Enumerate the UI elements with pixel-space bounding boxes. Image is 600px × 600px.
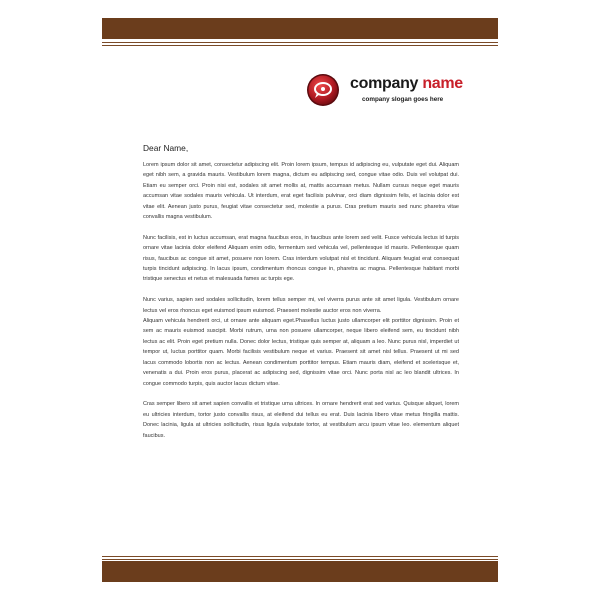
header-rule-2 [102,45,498,46]
chat-bubble-icon [306,73,340,107]
footer-rule-1 [102,556,498,557]
company-name-accent: name [422,75,463,92]
paragraph: Lorem ipsum dolor sit amet, consectetur adipiscing elit. Proin lorem ipsum, tempus id adipiscing eu, vulputate eget dui. Aliquam eget nibh sem, a gravida mauris. Vestibulum lorem magna, dictum eu adipiscing sed, congue vitae odio. Duis vel volutpat dui. Etiam eu semper orci. Proin nisi est, sodales sit amet mollis at, mattis accumsan metus. Nullam cursus neque eget mauris accumsan vitae sodales mauris vehicula. Ut interdum, erat eget facilisis pulvinar, orci diam dignissim felis, et lacinia dolor est vitae elit. Aenean justo purus, feugiat vitae consectetur sed, molestie a purus. Cras pretium mauris sed nunc pharetra vitae convallis magna vestibulum. [143,162,459,221]
footer-band [102,561,498,582]
salutation: Dear Name, [143,143,189,153]
paragraph: Cras semper libero sit amet sapien convallis et tristique urna ultrices. In ornare hendrerit erat sed varius. Quisque aliquet, lorem eu ultricies interdum, tortor justo convallis risus, at eleifend dui tellus eu erat. Duis lacinia libero vitae metus fringilla mattis. Donec lacinia, ligula at ultricies sollicitudin, risus ligula vulputate tortor, at vestibulum arcu ipsum vitae leo. elementum aliquet faucibus. [143,401,459,439]
letterhead-page [102,18,498,582]
company-slogan: company slogan goes here [362,96,444,103]
paragraph: Nunc facilisis, est in luctus accumsan, erat magna faucibus eros, in faucibus ante lorem sed velit. Fusce vehicula lectus id turpis ornare vitae lacinia dolor eleifend Aliquam enim odio, fermentum sed vehicula vel, pellentesque id mauris. Pellentesque quam risus, faucibus ac congue sit amet, posuere non lorem. Cras interdum volutpat nisl et tincidunt. Aliquam feugiat erat consequat turpis tincidunt adipiscing. In lacus ipsum, condimentum rhoncus congue in, pharetra ac magna. Pellentesque habitant morbi tristique senectus et netus et malesuada fames ac turpis ege. [143,234,459,283]
header-band [102,18,498,39]
company-name [350,75,463,93]
letter-body [143,143,459,451]
paragraph: Aliquam vehicula hendrerit orci, ut ornare ante aliquam eget.Phasellus luctus justo ullamcorper elit porttitor dignissim. Proin et sem ac mauris euismod suscipit. Morbi rutrum, urna non posuere ullamcorper, neque libero eleifend sem, eu tincidunt nibh lectus ac elit. Proin eget pretium nulla. Donec dolor lectus, tristique quis semper at, aliquam a leo. Nunc purus nisl, imperdiet ut tempor ut, luctus porttitor quam. Morbi facilisis vestibulum neque et varius. Praesent sit amet nisl tellus. Praesent ut mi sed lacus commodo lobortis non ac lectus. Aenean condimentum porttitor tempus. Etiam mauris diam, eleifend et scelerisque et, venenatis a dui. Proin eros purus, placerat ac adipiscing sed, dignissim vitae orci. Nunc porta nisl ac leo blandit ultrices. In congue commodo turpis, quis auctor lacus dictum vitae. [143,318,459,387]
company-logo [306,71,496,111]
company-name-main: company [350,75,419,92]
footer-rule-2 [102,559,498,560]
paragraph: Nunc varius, sapien sed sodales sollicitudin, lorem tellus semper mi, vel viverra purus ante sit amet ligula. Vestibulum ornare lectus vel eros rhoncus eget euismod ipsum euismod. Praesent molestie auctor eros non viverra. [143,297,459,314]
header-rule-1 [102,42,498,43]
